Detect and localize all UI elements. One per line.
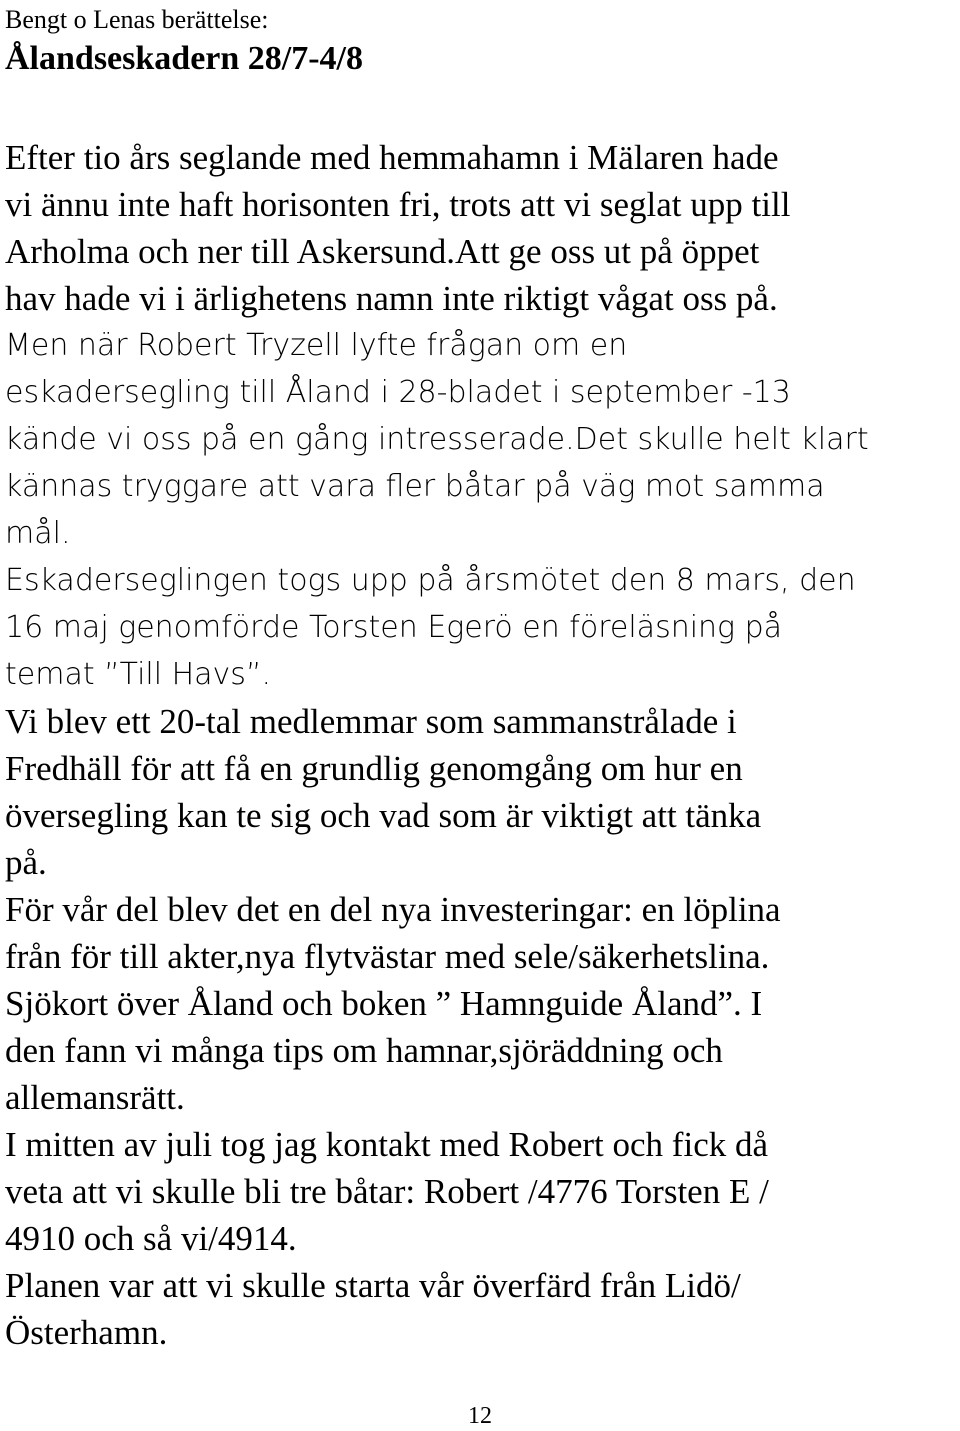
text-line: Sjökort över Åland och boken ” Hamnguide Åland”. I xyxy=(5,984,763,1023)
text-line: I mitten av juli tog jag kontakt med Robert och fick då xyxy=(5,1125,769,1164)
document-page xyxy=(5,0,955,1352)
text-line: Fredhäll för att få en grundlig genomgång om hur en xyxy=(5,749,743,788)
page-title: Ålandseskadern 28/7-4/8 xyxy=(5,40,363,77)
text-line: Planen var att vi skulle starta vår överfärd från Lidö/ xyxy=(5,1266,741,1305)
body-text xyxy=(5,134,955,1356)
text-line: den fann vi många tips om hamnar,sjöräddning och xyxy=(5,1031,723,1070)
text-line: Men när Robert Tryzell lyfte frågan om en xyxy=(5,328,628,363)
text-line: Eskaderseglingen togs upp på årsmötet den 8 mars, den xyxy=(5,563,856,598)
text-line: Österhamn. xyxy=(5,1313,168,1352)
page-number: 12 xyxy=(468,1403,492,1429)
text-line: allemansrätt. xyxy=(5,1078,185,1117)
text-line: på. xyxy=(5,843,47,882)
text-line: 16 maj genomförde Torsten Egerö en föreläsning på xyxy=(5,610,783,645)
text-line: eskadersegling till Åland i 28-bladet i september -13 xyxy=(5,375,791,410)
text-line: Arholma och ner till Askersund.Att ge oss ut på öppet xyxy=(5,232,760,271)
text-line: temat ”Till Havs”. xyxy=(5,657,272,692)
text-line: vi ännu inte haft horisonten fri, trots att vi seglat upp till xyxy=(5,185,791,224)
text-line: Efter tio års seglande med hemmahamn i Mälaren hade xyxy=(5,138,779,177)
story-byline: Bengt o Lenas berättelse: xyxy=(5,5,269,34)
text-line: översegling kan te sig och vad som är viktigt att tänka xyxy=(5,796,762,835)
text-line: kännas tryggare att vara fler båtar på väg mot samma xyxy=(5,469,825,504)
text-line: kände vi oss på en gång intresserade.Det skulle helt klart xyxy=(5,422,869,457)
text-line: Vi blev ett 20-tal medlemmar som sammanstrålade i xyxy=(5,702,737,741)
text-line: För vår del blev det en del nya investeringar: en löplina xyxy=(5,890,781,929)
text-line: hav hade vi i ärlighetens namn inte riktigt vågat oss på. xyxy=(5,279,778,318)
text-line: 4910 och så vi/4914. xyxy=(5,1219,297,1258)
text-line: mål. xyxy=(5,516,71,551)
text-line: veta att vi skulle bli tre båtar: Robert /4776 Torsten E / xyxy=(5,1172,769,1211)
text-line: från för till akter,nya flytvästar med sele/säkerhetslina. xyxy=(5,937,770,976)
